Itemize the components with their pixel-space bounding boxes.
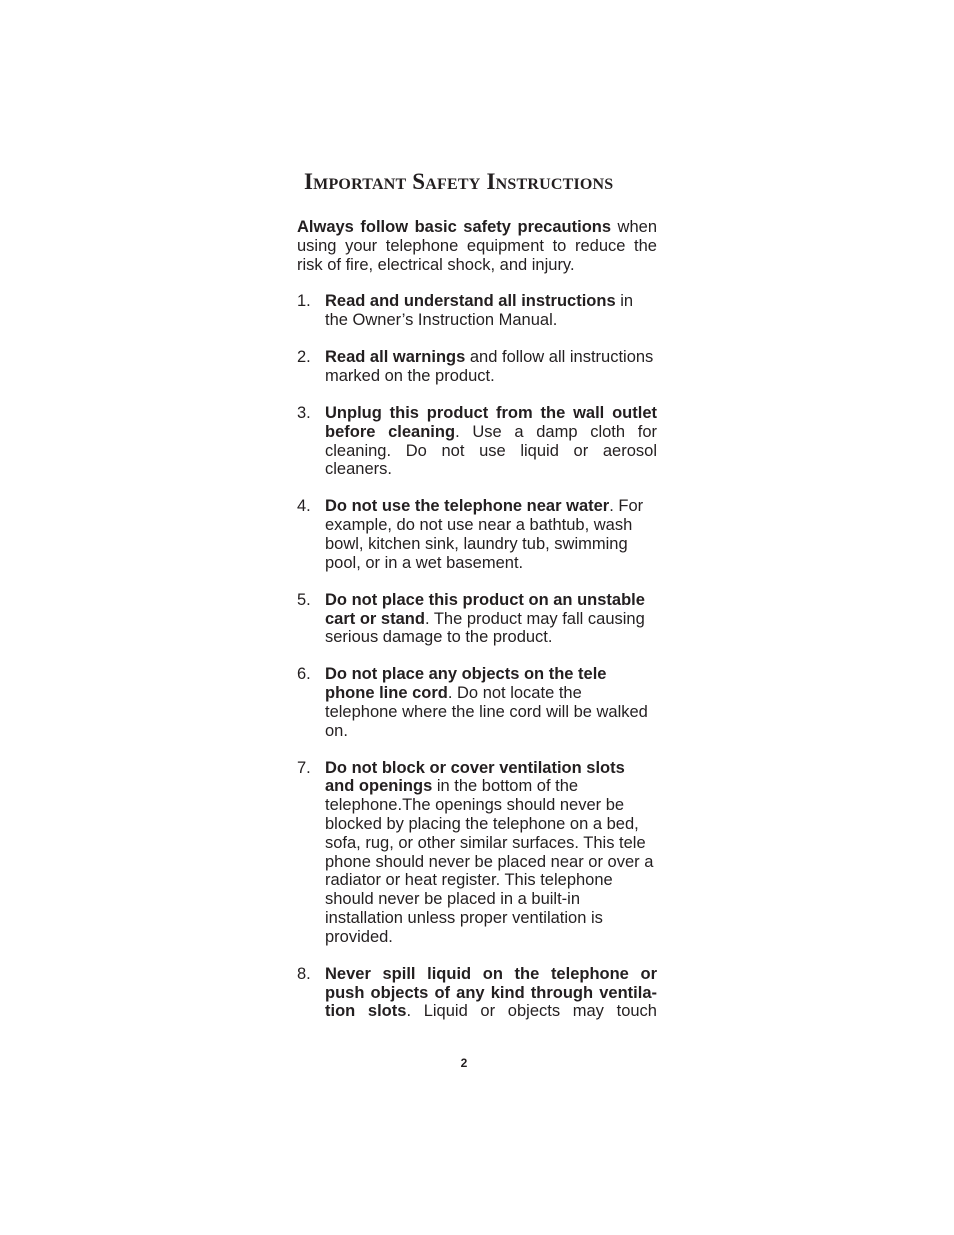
item-text: and follow all instructions marked on the product. (325, 348, 654, 385)
page-title: Important Safety Instructions (304, 169, 614, 194)
item-text: . Do not locate the telephone where the line cord will be walked on. (325, 684, 648, 740)
safety-instructions-body (297, 218, 657, 1039)
item-bold-text: Do not place this product on an unstable cart or stand (325, 590, 645, 628)
instruction-item-4 (297, 497, 657, 572)
item-text: . The product may fall causing serious damage to the product. (325, 609, 645, 647)
item-text: in the Owner’s Instruction Manual. (325, 292, 634, 330)
item-body (325, 591, 657, 647)
item-number: 8. (297, 964, 311, 983)
item-body (325, 665, 657, 740)
item-body (325, 497, 657, 572)
item-body (325, 404, 657, 479)
instruction-item-7 (297, 759, 657, 947)
page-number: 2 (460, 1056, 468, 1070)
intro-paragraph (297, 218, 657, 274)
instruction-item-8 (297, 965, 657, 1021)
item-number: 4. (297, 497, 311, 516)
item-number: 7. (297, 758, 311, 777)
item-number: 5. (297, 590, 311, 609)
item-text: . Use a damp cloth for cleaning. Do not use liquid or aerosol cleaners. (325, 422, 657, 479)
instruction-item-3 (297, 404, 657, 479)
item-text: . Liquid or objects may touch (406, 1002, 657, 1021)
item-number: 6. (297, 665, 311, 684)
instruction-item-1 (297, 292, 657, 330)
intro-bold-text: Always follow basic safety precautions (297, 218, 612, 236)
item-body (325, 292, 657, 330)
item-body (325, 965, 657, 1021)
item-bold-text: Do not place any objects on the tele phone line cord (325, 665, 607, 703)
item-bold-text: Unplug this product from the wall outlet before cleaning (325, 403, 657, 441)
item-body (325, 759, 657, 947)
item-bold-text: Read and understand all instructions (325, 292, 616, 311)
item-number: 2. (297, 348, 311, 367)
instruction-item-5 (297, 591, 657, 647)
item-bold-text: Do not use the telephone near water (325, 497, 610, 516)
instruction-item-2 (297, 348, 657, 386)
item-bold-text: Do not block or cover ventilation slots and openings (325, 758, 625, 796)
intro-text: when using your telephone equipment to reduce the risk of fire, electrical shock, and injury. (297, 218, 658, 274)
instruction-item-6 (297, 665, 657, 740)
item-bold-text: Never spill liquid on the telephone or push objects of any kind through ventila- tion slots (325, 964, 657, 1021)
item-text: . For example, do not use near a bathtub, wash bowl, kitchen sink, laundry tub, swimming pool, or in a wet basement. (325, 497, 644, 572)
item-bold-text: Read all warnings (325, 348, 466, 367)
item-number: 1. (297, 292, 311, 311)
item-number: 3. (297, 403, 311, 422)
item-body (325, 348, 657, 386)
item-text: in the bottom of the telephone.The openings should never be blocked by placing the telephone on a bed, sofa, rug, or other similar surfaces. This tele phone should never be placed near or over a radiator or heat register. This telephone should never be placed in a built-in installation unless proper ventilation is provided. (325, 777, 654, 946)
